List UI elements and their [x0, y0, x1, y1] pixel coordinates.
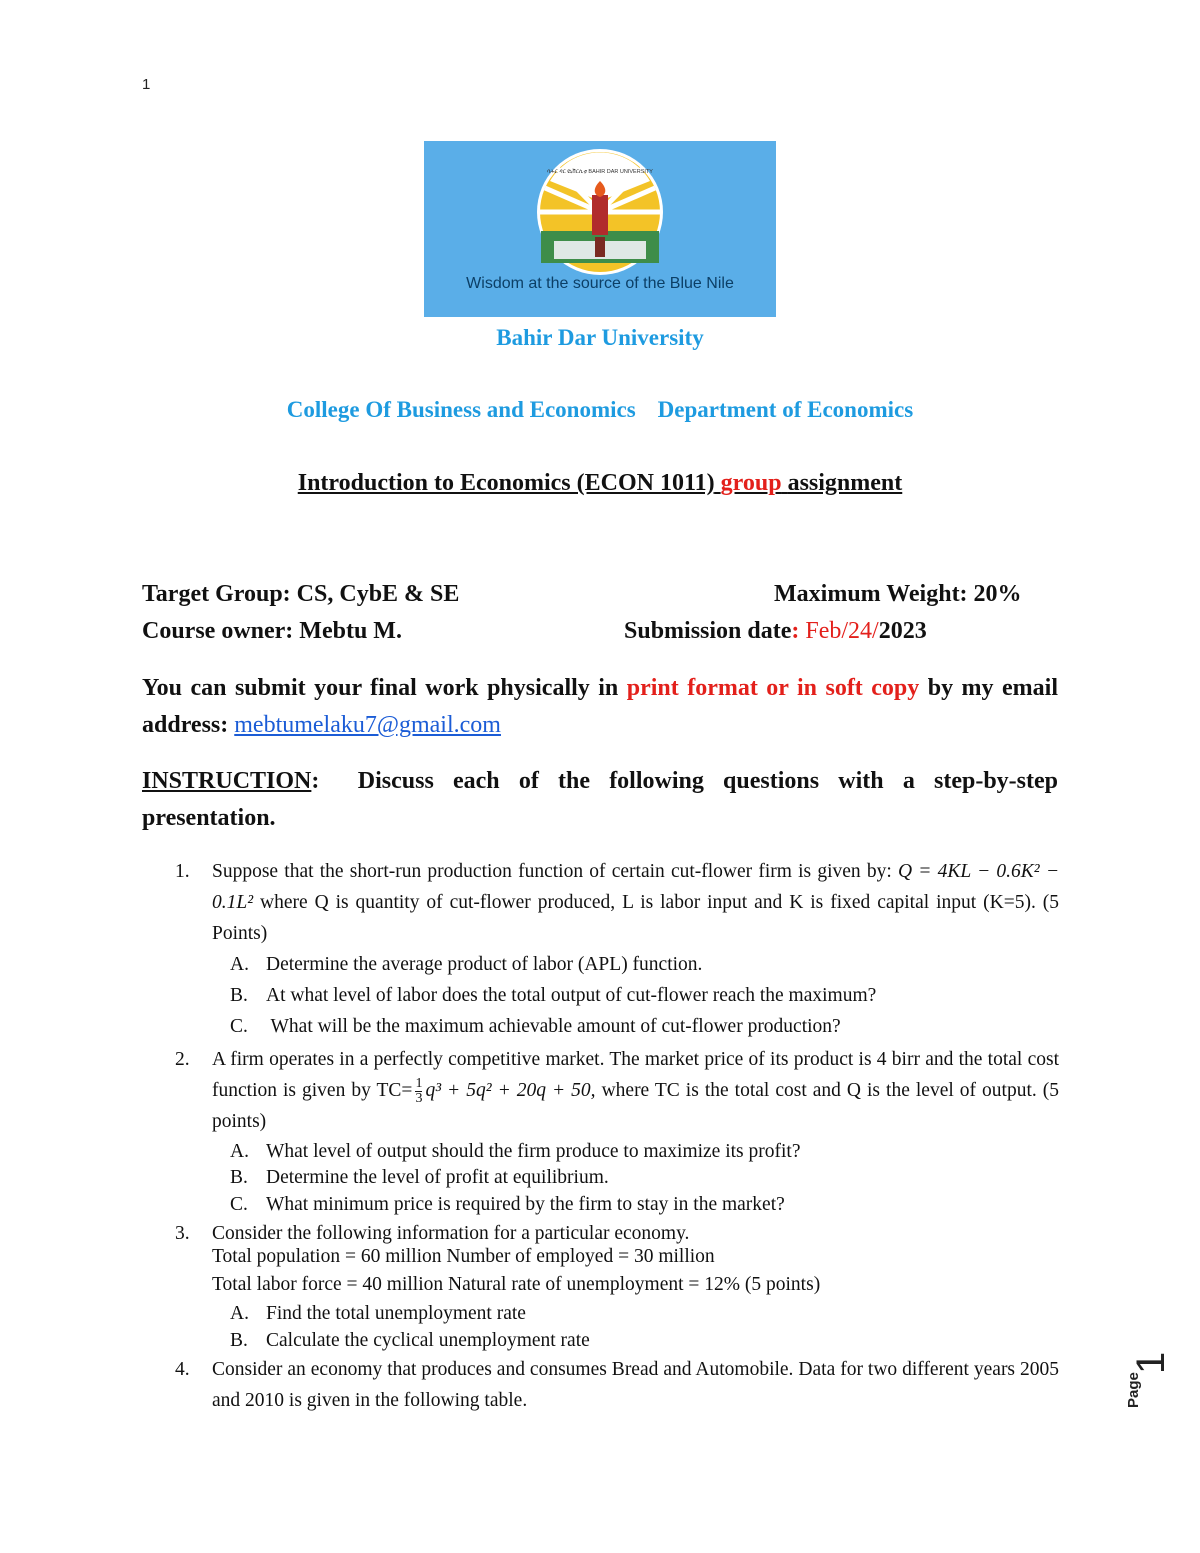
question-number: 1. [175, 861, 190, 882]
question-number: 3. [175, 1223, 190, 1244]
side-page-number: 1 [1129, 1351, 1173, 1374]
question-3-sub-b: B. Calculate the cyclical unemployment rate [230, 1330, 590, 1351]
question-3-line-1: Total population = 60 million Number of employed = 30 million [212, 1246, 715, 1267]
course-title [0, 470, 1200, 497]
title-assignment: assignment [787, 470, 903, 496]
question-number: 4. [175, 1359, 190, 1380]
title-course: Introduction to Economics (ECON 1011) [297, 470, 715, 496]
instruction-block: INSTRUCTION: Discuss each of the following questions with a step-by-step presentation. [142, 768, 1059, 831]
question-3-text: Consider the following information for a particular economy. [212, 1223, 690, 1244]
target-group: Target Group: CS, CybE & SE [142, 581, 460, 607]
question-1 [175, 856, 1059, 949]
email-link[interactable]: mebtumelaku7@gmail.com [234, 712, 501, 738]
question-3 [175, 1218, 1059, 1249]
page-number: 1 [142, 76, 151, 93]
logo-tagline: Wisdom at the source of the Blue Nile [466, 275, 734, 292]
question-1-text-a: Suppose that the short-run production function of certain cut-flower firm is given by: [212, 861, 892, 882]
question-3-line-2: Total labor force = 40 million Natural rate of unemployment = 12% (5 points) [212, 1274, 821, 1295]
submission-year: 2023 [878, 618, 927, 644]
instruction-text: Discuss each of the following questions with a step-by-step presentation. [142, 768, 1059, 831]
submit-text-2: by my email address: [142, 675, 1058, 738]
college-department-line [0, 397, 1200, 423]
course-owner: Course owner: Mebtu M. [142, 618, 402, 644]
submit-text-1: You can submit your final work physically in [142, 675, 619, 701]
question-2-sub-b: B. Determine the level of profit at equilibrium. [230, 1167, 609, 1188]
question-2-sub-a: A. What level of output should the firm produce to maximize its profit? [230, 1141, 801, 1162]
question-4-text: Consider an economy that produces and consumes Bread and Automobile. Data for two different years 2005 and 2010 is given in the following table. [212, 1359, 1059, 1411]
submit-instructions [142, 670, 1058, 744]
side-page-marker [1118, 1330, 1173, 1420]
question-2-sub-c: C. What minimum price is required by the firm to stay in the market? [230, 1194, 785, 1215]
question-1-text-b: where Q is quantity of cut-flower produced, L is labor input and K is fixed capital input (K=5). (5 Points) [212, 892, 1059, 944]
university-logo [424, 141, 776, 317]
fraction: $\frac{1}{3}$ [415, 1076, 423, 1107]
question-1-sub-c: C. What will be the maximum achievable amount of cut-flower production? [230, 1016, 841, 1037]
submission-label: Submission date [624, 618, 792, 644]
seal-text: ባሕር ዳር ዩኒቨርሲቲ BAHIR DAR UNIVERSITY [547, 169, 653, 175]
submission-feb: Feb/24/ [805, 618, 879, 644]
question-1-sub-b: B. At what level of labor does the total output of cut-flower reach the maximum? [230, 985, 877, 1006]
question-4 [175, 1354, 1059, 1416]
title-group: group [720, 470, 782, 496]
maximum-weight: Maximum Weight: 20% [774, 581, 1022, 607]
question-2 [175, 1044, 1059, 1137]
submission-colon: : [791, 618, 800, 644]
question-2-text-a: A firm operates in a perfectly competitive market. The market price of its product is 4 birr and the total cost function is given by TC= [212, 1049, 1059, 1101]
college-name: College Of Business and Economics [286, 397, 636, 422]
question-number: 2. [175, 1049, 190, 1070]
question-3-sub-a: A. Find the total unemployment rate [230, 1303, 526, 1324]
question-2-text-b: where TC is the total cost and Q is the level of output. (5 points) [212, 1080, 1059, 1133]
submit-highlight: print format or in soft copy [626, 675, 920, 701]
university-name: Bahir Dar University [496, 325, 704, 350]
submission-date [624, 618, 927, 645]
question-1-formula: Q = 4KL − 0.6K² − 0.1L² [212, 861, 1059, 913]
question-2-formula: q³ + 5q² + 20q + 50, [425, 1080, 596, 1101]
question-1-sub-a: A. Determine the average product of labor (APL) function. [230, 954, 703, 975]
side-page-word: Page [1125, 1372, 1142, 1408]
instruction-label: INSTRUCTION [142, 768, 312, 794]
department-name: Department of Economics [657, 397, 914, 422]
